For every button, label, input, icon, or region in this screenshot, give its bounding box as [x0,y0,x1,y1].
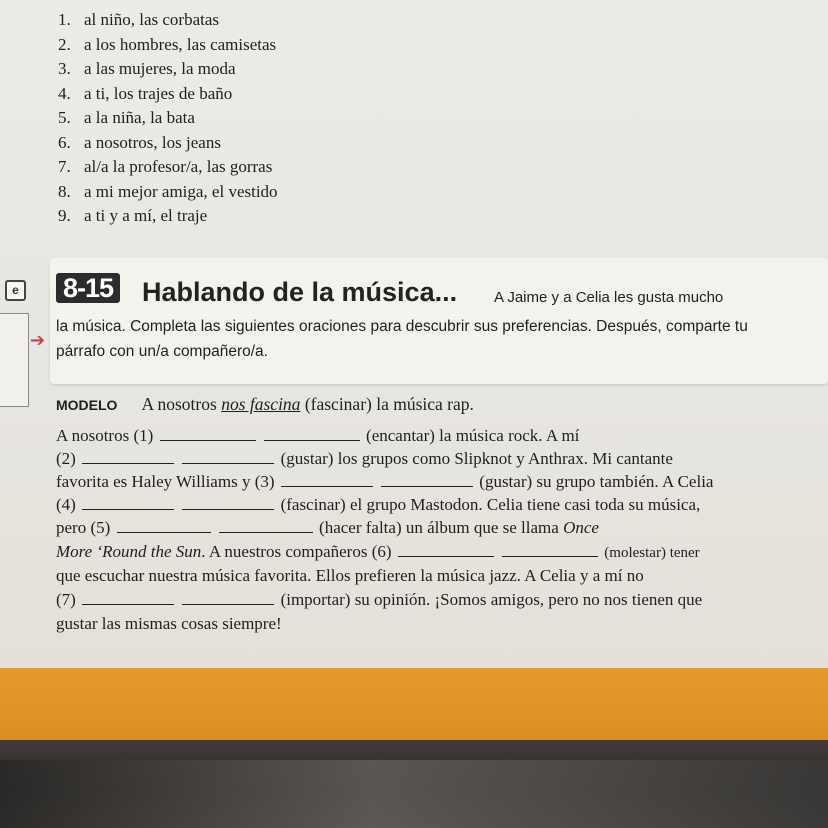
exercise-type-badge: e [5,280,26,301]
answer-blank[interactable] [117,519,211,533]
exercise-number: 8-15 [56,273,120,303]
arrow-right-icon: ➔ [30,330,46,351]
list-item: 7. al/a la profesor/a, las gorras [58,157,273,176]
list-item: 6. a nosotros, los jeans [58,132,221,152]
list-item: 3. a las mujeres, la moda [58,59,236,78]
paragraph-line: A nosotros (1) (encantar) la música rock. A mí [56,426,580,445]
answer-blank[interactable] [160,427,256,441]
answer-blank[interactable] [219,519,313,533]
answer-blank[interactable] [182,496,274,510]
list-item: 4. a ti, los trajes de baño [58,83,233,103]
model-sentence: MODELO A nosotros nos fascina (fascinar) la música rap. [56,394,474,414]
paragraph-line: More ‘Round the Sun. A nuestros compañeros (6) (molestar) tener [56,542,700,561]
answer-blank[interactable] [82,496,174,510]
list-item: 9. a ti y a mí, el traje [58,206,208,225]
paragraph-line: (4) (fascinar) el grupo Mastodon. Celia tiene casi toda su música, [56,495,701,514]
exercise-instructions: la música. Completa las siguientes oraciones para descubrir sus preferencias. Después, comparte tu párrafo con un/a compañero/a. [56,318,748,360]
list-item: 8. a mi mejor amiga, el vestido [58,181,278,201]
exercise-lead-text: A Jaime y a Celia les gusta mucho [494,289,724,306]
answer-blank[interactable] [182,450,274,464]
answer-blank[interactable] [281,473,373,487]
answer-blank[interactable] [502,543,598,557]
practice-list [58,8,278,229]
answer-blank[interactable] [381,473,473,487]
list-item: 2. a los hombres, las camisetas [58,34,277,54]
paragraph-line: (2) (gustar) los grupos como Slipknot y Anthrax. Mi cantante [56,449,673,468]
exercise-title: Hablando de la música... [142,277,458,307]
margin-box [0,313,29,407]
answer-blank[interactable] [82,591,174,605]
paragraph-line: que escuchar nuestra música favorita. Ellos prefieren la música jazz. A Celia y a mí no [56,566,644,585]
list-item: 1. al niño, las corbatas [58,10,220,29]
model-label: MODELO [56,397,118,413]
answer-blank[interactable] [82,450,174,464]
table-shadow [0,760,828,828]
answer-blank[interactable] [264,427,360,441]
model-answer: nos fascina [221,394,301,414]
list-item: 5. a la niña, la bata [58,108,195,127]
paragraph-line: pero (5) (hacer falta) un álbum que se llama Once [56,518,599,537]
answer-blank[interactable] [182,591,274,605]
answer-blank[interactable] [398,543,494,557]
paragraph-line: (7) (importar) su opinión. ¡Somos amigos, pero no nos tienen que [56,590,703,609]
paragraph-line: gustar las mismas cosas siempre! [56,614,282,633]
paragraph-line: favorita es Haley Williams y (3) (gustar) su grupo también. A Celia [56,472,714,491]
